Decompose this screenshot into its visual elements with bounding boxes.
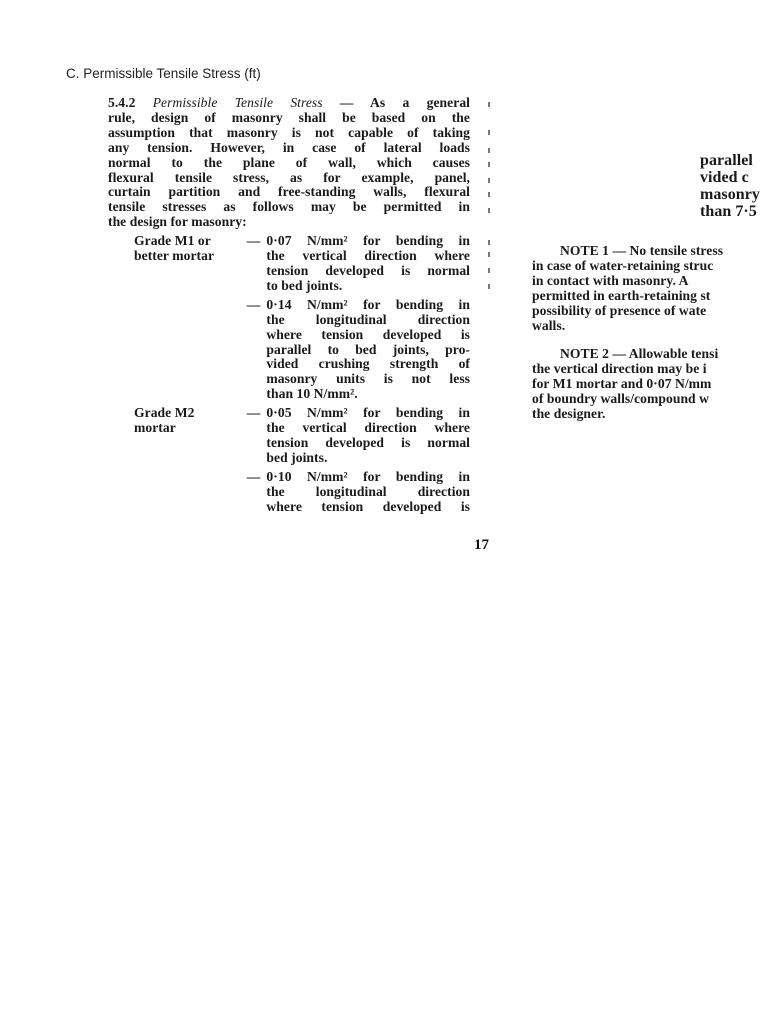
grade-m2-block: [108, 406, 470, 466]
intro-line: any tension. However, in case of lateral loads: [108, 139, 470, 155]
note1-line: walls.: [532, 317, 566, 333]
item-line: 0·07 N/mm² for bending in: [266, 233, 470, 249]
section-title: Permissible Tensile Stress: [152, 95, 323, 110]
item-line: 0·10 N/mm² for bending in: [266, 468, 470, 484]
item-line: than 10 N/mm².: [266, 386, 358, 402]
intro-line: rule, design of masonry shall be based on the: [108, 109, 470, 125]
page-number: 17: [474, 537, 489, 553]
note1-line: permitted in earth-retaining st: [532, 287, 711, 303]
item-line: tension developed is normal: [266, 262, 470, 278]
item-line: tension developed is normal: [266, 434, 470, 450]
note1-line: in contact with masonry. A: [532, 272, 689, 288]
scanned-text-right-notes: [532, 244, 768, 422]
item-line: the longitudinal direction: [266, 311, 470, 327]
item-dash: —: [246, 468, 261, 484]
item-line: where tension developed is: [266, 326, 470, 342]
item-line: the vertical direction where: [266, 248, 470, 264]
item-line: vided crushing strength of: [266, 356, 470, 372]
grade-m1-block: [108, 234, 470, 294]
stress-item: [266, 406, 470, 466]
intro-line: normal to the plane of wall, which causes: [108, 154, 470, 170]
intro-line: assumption that masonry is not capable of taking: [108, 124, 470, 140]
note1-line: possibility of presence of wate: [532, 302, 707, 318]
note2-line: the vertical direction may be i: [532, 361, 707, 377]
item-dash: —: [246, 405, 261, 421]
stress-item: [266, 470, 470, 515]
column-gutter-marks: [488, 100, 494, 300]
item-line: parallel to bed joints, pro-: [266, 341, 470, 357]
note1-line: NOTE 1 — No tensile stress: [560, 243, 724, 258]
stress-item: [266, 298, 470, 402]
right-line: masonry: [700, 186, 760, 203]
scanned-text-right-top: [700, 152, 760, 220]
grade-m2-second-item: [108, 470, 470, 515]
item-dash: —: [246, 233, 261, 249]
intro-line: flexural tensile stress, as for example, panel,: [108, 169, 470, 185]
right-line: vided c: [700, 169, 749, 186]
item-line: masonry units is not less: [266, 371, 470, 387]
stress-item: [266, 234, 470, 294]
item-line: where tension developed is: [266, 498, 470, 514]
item-line: 0·05 N/mm² for bending in: [266, 405, 470, 421]
note2-line: NOTE 2 — Allowable tensi: [560, 346, 719, 362]
page-caption: C. Permissible Tensile Stress (ft): [66, 66, 261, 81]
intro-line: curtain partition and free-standing walls, flexural: [108, 184, 470, 200]
grade-m1-second-item: [108, 298, 470, 402]
scanned-text-left-column: [108, 96, 470, 514]
intro-line: — As a general: [339, 95, 470, 110]
note1-line: in case of water-retaining struc: [532, 257, 714, 273]
grade-label: Grade M2 mortar: [134, 405, 195, 436]
note2-line: the designer.: [532, 406, 606, 422]
right-line: than 7·5: [700, 203, 757, 220]
note2-line: for M1 mortar and 0·07 N/mm: [532, 376, 712, 392]
item-dash: —: [246, 296, 261, 312]
intro-line: tensile stresses as follows may be permitted in: [108, 199, 470, 215]
section-number: 5.4.2: [108, 95, 136, 110]
grade-label: Grade M1 or better mortar: [134, 233, 215, 264]
item-line: bed joints.: [266, 449, 328, 465]
note2-line: of boundry walls/compound w: [532, 391, 709, 407]
item-line: the longitudinal direction: [266, 483, 470, 499]
section-heading-line: [108, 96, 470, 111]
item-line: to bed joints.: [266, 277, 343, 293]
intro-line: the design for masonry:: [108, 214, 247, 230]
item-line: the vertical direction where: [266, 420, 470, 436]
item-line: 0·14 N/mm² for bending in: [266, 296, 470, 312]
right-line: parallel: [700, 152, 753, 169]
